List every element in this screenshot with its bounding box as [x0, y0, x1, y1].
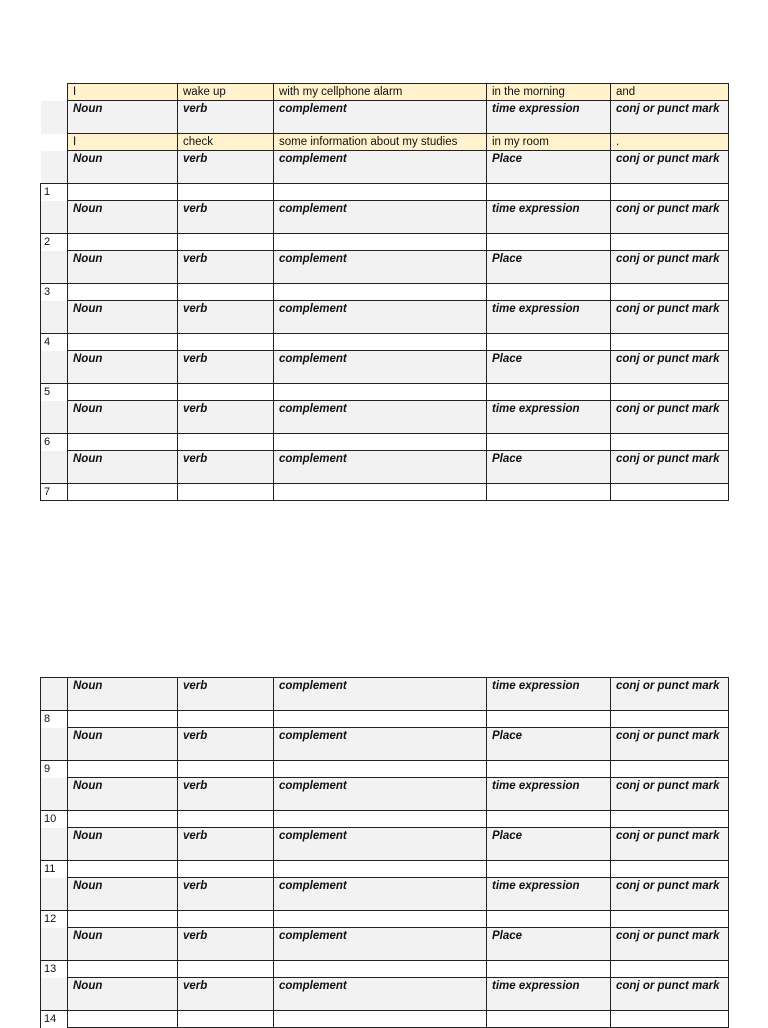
- noun-input[interactable]: [68, 384, 178, 401]
- place-label: Place: [487, 728, 611, 761]
- complement-label: complement: [274, 878, 487, 911]
- noun-cell[interactable]: I: [68, 84, 178, 101]
- time-label: time expression: [487, 978, 611, 1011]
- complement-input[interactable]: [274, 334, 487, 351]
- conj-input[interactable]: [611, 711, 729, 728]
- conj-label: conj or punct mark: [611, 301, 729, 334]
- verb-input[interactable]: [178, 711, 274, 728]
- conj-input[interactable]: [611, 184, 729, 201]
- label-row: [41, 301, 729, 334]
- conj-cell[interactable]: and: [611, 84, 729, 101]
- verb-label: verb: [178, 451, 274, 484]
- verb-input[interactable]: [178, 961, 274, 978]
- row-number: 7: [41, 484, 68, 501]
- verb-label: verb: [178, 678, 274, 711]
- conj-input[interactable]: [611, 811, 729, 828]
- label-row: [41, 828, 729, 861]
- conj-input[interactable]: [611, 911, 729, 928]
- conj-input[interactable]: [611, 234, 729, 251]
- noun-input[interactable]: [68, 811, 178, 828]
- noun-input[interactable]: [68, 861, 178, 878]
- verb-input[interactable]: [178, 761, 274, 778]
- noun-input[interactable]: [68, 1011, 178, 1028]
- conj-label: conj or punct mark: [611, 778, 729, 811]
- complement-label: complement: [274, 201, 487, 234]
- answer-row: [41, 1011, 729, 1028]
- row-number: 8: [41, 711, 68, 728]
- place-input[interactable]: [487, 861, 611, 878]
- complement-input[interactable]: [274, 1011, 487, 1028]
- verb-label: verb: [178, 101, 274, 134]
- conj-label: conj or punct mark: [611, 101, 729, 134]
- answer-row: [41, 761, 729, 778]
- place-label: Place: [487, 151, 611, 184]
- verb-input[interactable]: [178, 384, 274, 401]
- place-cell[interactable]: in my room: [487, 134, 611, 151]
- verb-input[interactable]: [178, 911, 274, 928]
- verb-input[interactable]: [178, 484, 274, 501]
- noun-input[interactable]: [68, 911, 178, 928]
- noun-label: Noun: [68, 828, 178, 861]
- conj-label: conj or punct mark: [611, 828, 729, 861]
- complement-label: complement: [274, 151, 487, 184]
- complement-input[interactable]: [274, 861, 487, 878]
- verb-input[interactable]: [178, 284, 274, 301]
- noun-label: Noun: [68, 728, 178, 761]
- noun-input[interactable]: [68, 961, 178, 978]
- complement-input[interactable]: [274, 434, 487, 451]
- noun-input[interactable]: [68, 284, 178, 301]
- answer-row: [41, 911, 729, 928]
- answer-row: [41, 284, 729, 301]
- conj-label: conj or punct mark: [611, 201, 729, 234]
- row-number: 10: [41, 811, 68, 828]
- label-row: [41, 978, 729, 1011]
- worksheet-table-top: [40, 83, 729, 501]
- time-input[interactable]: [487, 484, 611, 501]
- place-input[interactable]: [487, 234, 611, 251]
- noun-label: Noun: [68, 351, 178, 384]
- complement-label: complement: [274, 728, 487, 761]
- time-input[interactable]: [487, 911, 611, 928]
- noun-label: Noun: [68, 878, 178, 911]
- row-number: 4: [41, 334, 68, 351]
- label-row: [41, 351, 729, 384]
- conj-input[interactable]: [611, 434, 729, 451]
- time-label: time expression: [487, 101, 611, 134]
- row-number: 9: [41, 761, 68, 778]
- noun-label: Noun: [68, 151, 178, 184]
- complement-label: complement: [274, 301, 487, 334]
- place-label: Place: [487, 928, 611, 961]
- noun-label: Noun: [68, 678, 178, 711]
- place-label: Place: [487, 251, 611, 284]
- conj-label: conj or punct mark: [611, 151, 729, 184]
- complement-label: complement: [274, 401, 487, 434]
- answer-row: [41, 961, 729, 978]
- noun-label: Noun: [68, 401, 178, 434]
- complement-cell[interactable]: with my cellphone alarm: [274, 84, 487, 101]
- conj-label: conj or punct mark: [611, 401, 729, 434]
- label-row: [41, 201, 729, 234]
- row-number: 6: [41, 434, 68, 451]
- conj-label: conj or punct mark: [611, 878, 729, 911]
- noun-input[interactable]: [68, 334, 178, 351]
- noun-input[interactable]: [68, 234, 178, 251]
- complement-label: complement: [274, 978, 487, 1011]
- conj-input[interactable]: [611, 284, 729, 301]
- verb-label: verb: [178, 351, 274, 384]
- conj-input[interactable]: [611, 861, 729, 878]
- complement-label: complement: [274, 451, 487, 484]
- place-label: Place: [487, 828, 611, 861]
- time-label: time expression: [487, 401, 611, 434]
- answer-row: [41, 384, 729, 401]
- noun-label: Noun: [68, 978, 178, 1011]
- place-label: Place: [487, 351, 611, 384]
- conj-cell[interactable]: .: [611, 134, 729, 151]
- label-row: [41, 401, 729, 434]
- row-number: 1: [41, 184, 68, 201]
- row-number: 14: [41, 1011, 68, 1028]
- verb-input[interactable]: [178, 334, 274, 351]
- conj-input[interactable]: [611, 1011, 729, 1028]
- conj-input[interactable]: [611, 384, 729, 401]
- verb-input[interactable]: [178, 434, 274, 451]
- label-row: [41, 251, 729, 284]
- complement-input[interactable]: [274, 711, 487, 728]
- noun-label: Noun: [68, 201, 178, 234]
- time-label: time expression: [487, 301, 611, 334]
- complement-label: complement: [274, 101, 487, 134]
- verb-label: verb: [178, 828, 274, 861]
- complement-label: complement: [274, 828, 487, 861]
- complement-label: complement: [274, 678, 487, 711]
- verb-cell[interactable]: check: [178, 134, 274, 151]
- complement-input[interactable]: [274, 811, 487, 828]
- conj-label: conj or punct mark: [611, 451, 729, 484]
- complement-label: complement: [274, 928, 487, 961]
- place-input[interactable]: [487, 434, 611, 451]
- verb-label: verb: [178, 201, 274, 234]
- verb-input[interactable]: [178, 811, 274, 828]
- label-row: [41, 878, 729, 911]
- noun-label: Noun: [68, 451, 178, 484]
- noun-label: Noun: [68, 101, 178, 134]
- label-row: [41, 151, 729, 184]
- row-number: 5: [41, 384, 68, 401]
- worksheet-table-bottom: [40, 677, 729, 1028]
- place-input[interactable]: [487, 334, 611, 351]
- complement-input[interactable]: [274, 184, 487, 201]
- row-number: 3: [41, 284, 68, 301]
- conj-label: conj or punct mark: [611, 978, 729, 1011]
- noun-label: Noun: [68, 301, 178, 334]
- complement-input[interactable]: [274, 761, 487, 778]
- time-label: time expression: [487, 878, 611, 911]
- verb-label: verb: [178, 728, 274, 761]
- time-label: time expression: [487, 778, 611, 811]
- time-label: time expression: [487, 678, 611, 711]
- complement-input[interactable]: [274, 961, 487, 978]
- answer-row: [41, 484, 729, 501]
- row-number: 13: [41, 961, 68, 978]
- answer-row: [41, 334, 729, 351]
- conj-input[interactable]: [611, 961, 729, 978]
- conj-input[interactable]: [611, 484, 729, 501]
- noun-input[interactable]: [68, 434, 178, 451]
- row-number: 12: [41, 911, 68, 928]
- answer-row: [41, 861, 729, 878]
- complement-cell[interactable]: some information about my studies: [274, 134, 487, 151]
- label-row: [41, 451, 729, 484]
- answer-row: [41, 811, 729, 828]
- verb-label: verb: [178, 928, 274, 961]
- conj-input[interactable]: [611, 334, 729, 351]
- time-input[interactable]: [487, 284, 611, 301]
- place-input[interactable]: [487, 761, 611, 778]
- conj-input[interactable]: [611, 761, 729, 778]
- answer-row: [41, 711, 729, 728]
- example-row: [41, 84, 729, 101]
- place-input[interactable]: [487, 961, 611, 978]
- row-number: 2: [41, 234, 68, 251]
- answer-row: [41, 434, 729, 451]
- label-row: [41, 928, 729, 961]
- answer-row: [41, 234, 729, 251]
- verb-input[interactable]: [178, 861, 274, 878]
- noun-input[interactable]: [68, 184, 178, 201]
- complement-label: complement: [274, 778, 487, 811]
- place-label: Place: [487, 451, 611, 484]
- noun-label: Noun: [68, 251, 178, 284]
- noun-input[interactable]: [68, 761, 178, 778]
- label-row: [41, 101, 729, 134]
- time-input[interactable]: [487, 384, 611, 401]
- verb-label: verb: [178, 878, 274, 911]
- noun-label: Noun: [68, 928, 178, 961]
- noun-input[interactable]: [68, 484, 178, 501]
- time-input[interactable]: [487, 811, 611, 828]
- conj-label: conj or punct mark: [611, 678, 729, 711]
- example-row: [41, 134, 729, 151]
- conj-label: conj or punct mark: [611, 928, 729, 961]
- verb-label: verb: [178, 251, 274, 284]
- noun-label: Noun: [68, 778, 178, 811]
- complement-input[interactable]: [274, 284, 487, 301]
- complement-input[interactable]: [274, 484, 487, 501]
- complement-input[interactable]: [274, 384, 487, 401]
- label-row: [41, 728, 729, 761]
- complement-label: complement: [274, 251, 487, 284]
- verb-label: verb: [178, 301, 274, 334]
- noun-input[interactable]: [68, 711, 178, 728]
- complement-label: complement: [274, 351, 487, 384]
- time-input[interactable]: [487, 711, 611, 728]
- complement-input[interactable]: [274, 234, 487, 251]
- time-cell[interactable]: in the morning: [487, 84, 611, 101]
- verb-label: verb: [178, 978, 274, 1011]
- complement-input[interactable]: [274, 911, 487, 928]
- conj-label: conj or punct mark: [611, 251, 729, 284]
- answer-row: [41, 184, 729, 201]
- conj-label: conj or punct mark: [611, 351, 729, 384]
- time-input[interactable]: [487, 184, 611, 201]
- verb-input[interactable]: [178, 1011, 274, 1028]
- label-row: [41, 678, 729, 711]
- verb-input[interactable]: [178, 234, 274, 251]
- conj-label: conj or punct mark: [611, 728, 729, 761]
- verb-label: verb: [178, 778, 274, 811]
- row-number: 11: [41, 861, 68, 878]
- label-row: [41, 778, 729, 811]
- verb-label: verb: [178, 401, 274, 434]
- time-input[interactable]: [487, 1011, 611, 1028]
- time-label: time expression: [487, 201, 611, 234]
- verb-label: verb: [178, 151, 274, 184]
- verb-cell[interactable]: wake up: [178, 84, 274, 101]
- noun-cell[interactable]: I: [68, 134, 178, 151]
- verb-input[interactable]: [178, 184, 274, 201]
